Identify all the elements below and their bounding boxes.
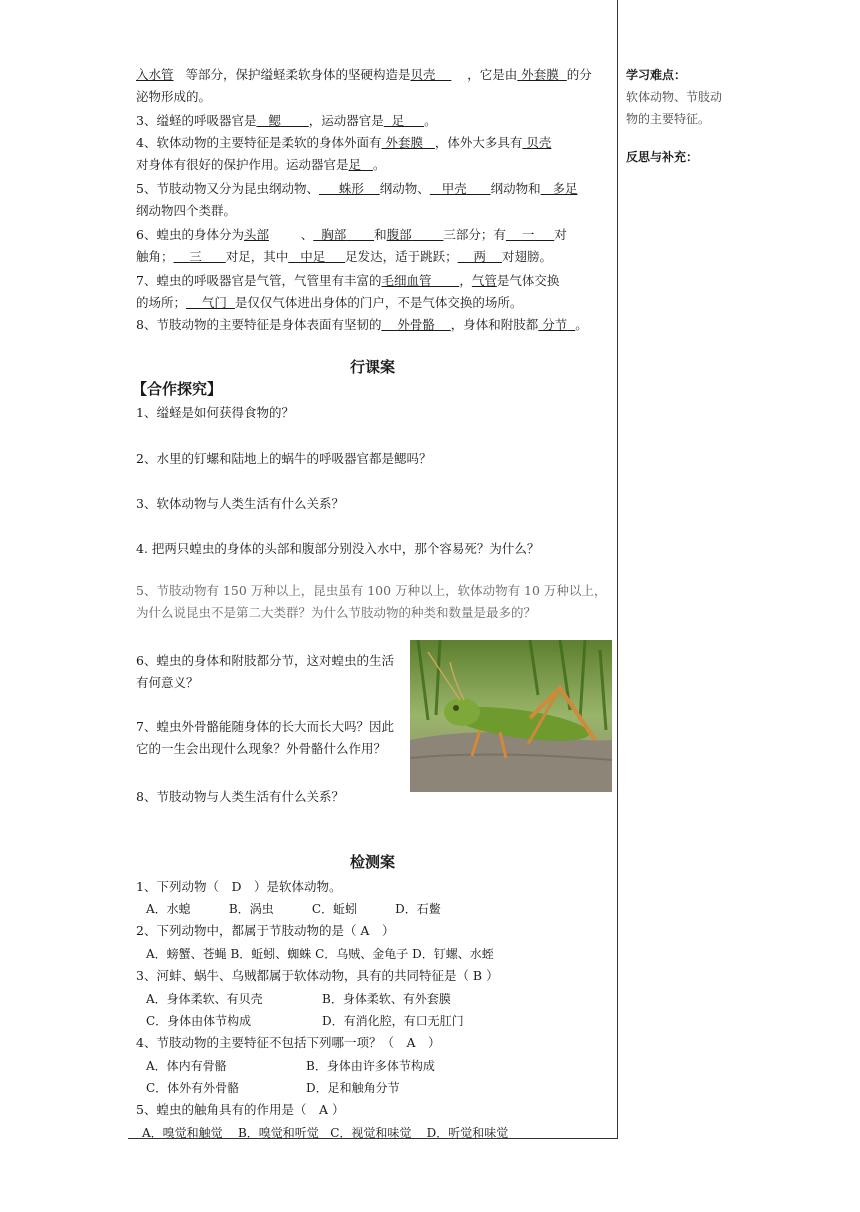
- text: ，运动器官是: [308, 113, 384, 128]
- question: 1、下列动物（ D ）是软体动物。: [136, 879, 342, 894]
- difficulty-text: 软体动物、节肢动: [626, 90, 723, 104]
- text: 是仅仅气体进出身体的门户，不是气体交换的场所。: [234, 295, 523, 310]
- text: 。: [575, 317, 588, 332]
- text: 7、蝗虫的呼吸器官是气管，气管里有丰富的: [136, 273, 382, 288]
- text: 三部分；有: [443, 227, 506, 242]
- text-line: [136, 154, 614, 176]
- answer-blank: 贝壳: [526, 135, 552, 150]
- question: 3、软体动物与人类生活有什么关系？: [136, 496, 344, 511]
- text: 、: [300, 227, 314, 242]
- text: 4、软体动物的主要特征是柔软的身体外面有: [136, 135, 382, 150]
- answer-blank: 足: [348, 157, 362, 172]
- option: B．涡虫: [228, 902, 274, 916]
- text: 对翅膀。: [501, 249, 552, 264]
- difficulty-heading: 学习难点：: [626, 68, 687, 82]
- text: 5、节肢动物又分为昆虫纲动物、: [136, 181, 319, 196]
- options-row: [142, 1122, 508, 1144]
- question-cont: 有何意义？: [136, 675, 199, 690]
- option: A．水螅: [146, 902, 191, 916]
- options-row: [146, 898, 441, 920]
- answer-blank: 甲壳: [441, 181, 467, 196]
- answer-blank: 蛛形: [338, 181, 364, 196]
- question: 4、节肢动物的主要特征不包括下列哪一项？（ A ）: [136, 1035, 441, 1050]
- option: C．蚯蚓: [311, 902, 357, 916]
- text: 。: [424, 113, 437, 128]
- text: ，它是由: [467, 67, 518, 82]
- text: 是气体交换: [496, 273, 560, 288]
- question-cont: 为什么说昆虫不是第二大类群？为什么节肢动物的种类和数量是最多的？: [136, 605, 537, 620]
- question: 2、水里的钉螺和陆地上的蜗牛的呼吸器官都是鳃吗？: [136, 451, 432, 466]
- text-line: 泌物形成的。: [136, 89, 212, 104]
- text: ，体外大多具有: [434, 135, 523, 150]
- answer-blank: 外套膜: [385, 135, 423, 150]
- text: 的分: [566, 67, 592, 82]
- options-row: [146, 988, 451, 1010]
- text: ，身体和附肢都: [450, 317, 539, 332]
- answer-blank: 头部: [243, 227, 269, 242]
- answer-blank: 分节: [542, 317, 568, 332]
- answer-blank: 一: [521, 227, 535, 242]
- text: 等部分，保护缢蛏柔软身体的坚硬构造是: [185, 67, 411, 82]
- question: 4. 把两只蝗虫的身体的头部和腹部分别没入水中，那个容易死？为什么？: [136, 541, 540, 556]
- text: 8、节肢动物的主要特征是身体表面有坚韧的: [136, 317, 382, 332]
- answer-blank: 贝壳: [410, 67, 436, 82]
- reflection-heading: 反思与补充：: [626, 150, 699, 164]
- answer-blank: 两: [473, 249, 487, 264]
- text: 对足，其中: [225, 249, 289, 264]
- option: A．身体柔软、有贝壳: [146, 992, 263, 1006]
- question: 5、节肢动物有 150 万种以上，昆虫虽有 100 万种以上，软体动物有 10 万种以上，: [136, 583, 607, 598]
- text: 触角；: [136, 249, 174, 264]
- question: 3、河蚌、蜗牛、乌贼都属于软体动物，具有的共同特征是（ B ）: [136, 968, 499, 983]
- answer-blank: 外套膜: [521, 67, 559, 82]
- text-line: [136, 110, 614, 132]
- option: C．视觉和味觉: [330, 1126, 412, 1140]
- answer-blank: 入水管: [136, 67, 174, 82]
- options-row: [146, 1010, 464, 1032]
- text: 。: [372, 157, 386, 172]
- option: A．嗅觉和触觉: [142, 1126, 223, 1140]
- text-line: [136, 292, 614, 314]
- option: C．体外有外骨骼: [146, 1081, 240, 1095]
- answer-blank: 外骨骼: [397, 317, 435, 332]
- question: 7、蝗虫外骨骼能随身体的长大而长大吗？因此: [136, 719, 394, 734]
- options-row: [146, 1077, 400, 1099]
- question: 8、节肢动物与人类生活有什么关系？: [136, 789, 344, 804]
- question: 6、蝗虫的身体和附肢都分节，这对蝗虫的生活: [136, 653, 394, 668]
- text: 和: [374, 227, 387, 242]
- answer-blank: 多足: [552, 181, 578, 196]
- text-line: [136, 64, 614, 86]
- answer-blank: 气管: [471, 273, 497, 288]
- answer-blank: 气门: [201, 295, 227, 310]
- text-line: [136, 132, 614, 154]
- option: D．听觉和味觉: [426, 1126, 509, 1140]
- text: 纲动物、: [379, 181, 430, 196]
- option: C．身体由体节构成: [146, 1014, 252, 1028]
- options-row: A．螃蟹、苍蝇 B．蚯蚓、蜘蛛 C．乌贼、金龟子 D．钉螺、水蛭: [146, 947, 494, 961]
- option: D．有消化腔，有口无肛门: [322, 1014, 464, 1028]
- text: 对身体有很好的保护作用。运动器官是: [136, 157, 349, 172]
- question-cont: 它的一生会出现什么现象？外骨骼什么作用？: [136, 741, 387, 756]
- section-heading-hezuo: 【合作探究】: [132, 380, 223, 398]
- answer-blank: 腹部: [386, 227, 412, 242]
- answer-blank: 中足: [300, 249, 326, 264]
- question: 2、下列动物中，都属于节肢动物的是（ A ）: [136, 923, 395, 938]
- option: D．石鳖: [395, 902, 441, 916]
- option: B．嗅觉和听觉: [237, 1126, 319, 1140]
- text: ，: [459, 273, 472, 288]
- text-line: 纲动物四个类群。: [136, 203, 237, 218]
- option: A．体内有骨骼: [146, 1059, 227, 1073]
- option: B．身体由许多体节构成: [306, 1059, 435, 1073]
- text: 纲动物和: [490, 181, 541, 196]
- difficulty-text: 物的主要特征。: [626, 112, 711, 126]
- answer-blank: 足: [391, 113, 405, 128]
- grasshopper-photo: [410, 640, 612, 792]
- options-row: [146, 1055, 435, 1077]
- text: 对: [554, 227, 567, 242]
- text-line: [136, 314, 614, 336]
- grasshopper-image: [410, 640, 612, 792]
- side-notes: [626, 64, 746, 168]
- text: 6、蝗虫的身体分为: [136, 227, 244, 242]
- question: 5、蝗虫的触角具有的作用是（ A ）: [136, 1102, 345, 1117]
- question: 1、缢蛏是如何获得食物的？: [136, 405, 294, 420]
- section-title-xingke: 行课案: [349, 358, 395, 376]
- option: B．身体柔软、有外套膜: [322, 992, 451, 1006]
- text-line: [136, 246, 614, 268]
- text: 3、缢蛏的呼吸器官是: [136, 113, 257, 128]
- option: D．足和触角分节: [306, 1081, 400, 1095]
- text-line: [136, 270, 614, 292]
- worksheet-main-column: [128, 0, 618, 1139]
- answer-blank: 三: [189, 249, 202, 264]
- answer-blank: 毛细血管: [381, 273, 432, 288]
- answer-blank: 胸部: [321, 227, 347, 242]
- section-title-jiance: 检测案: [349, 853, 395, 871]
- text-line: [136, 178, 614, 200]
- text: 的场所；: [136, 295, 187, 310]
- text: 足发达，适于跳跃；: [345, 249, 458, 264]
- answer-blank: 鳃: [268, 113, 281, 128]
- text-line: [136, 224, 614, 246]
